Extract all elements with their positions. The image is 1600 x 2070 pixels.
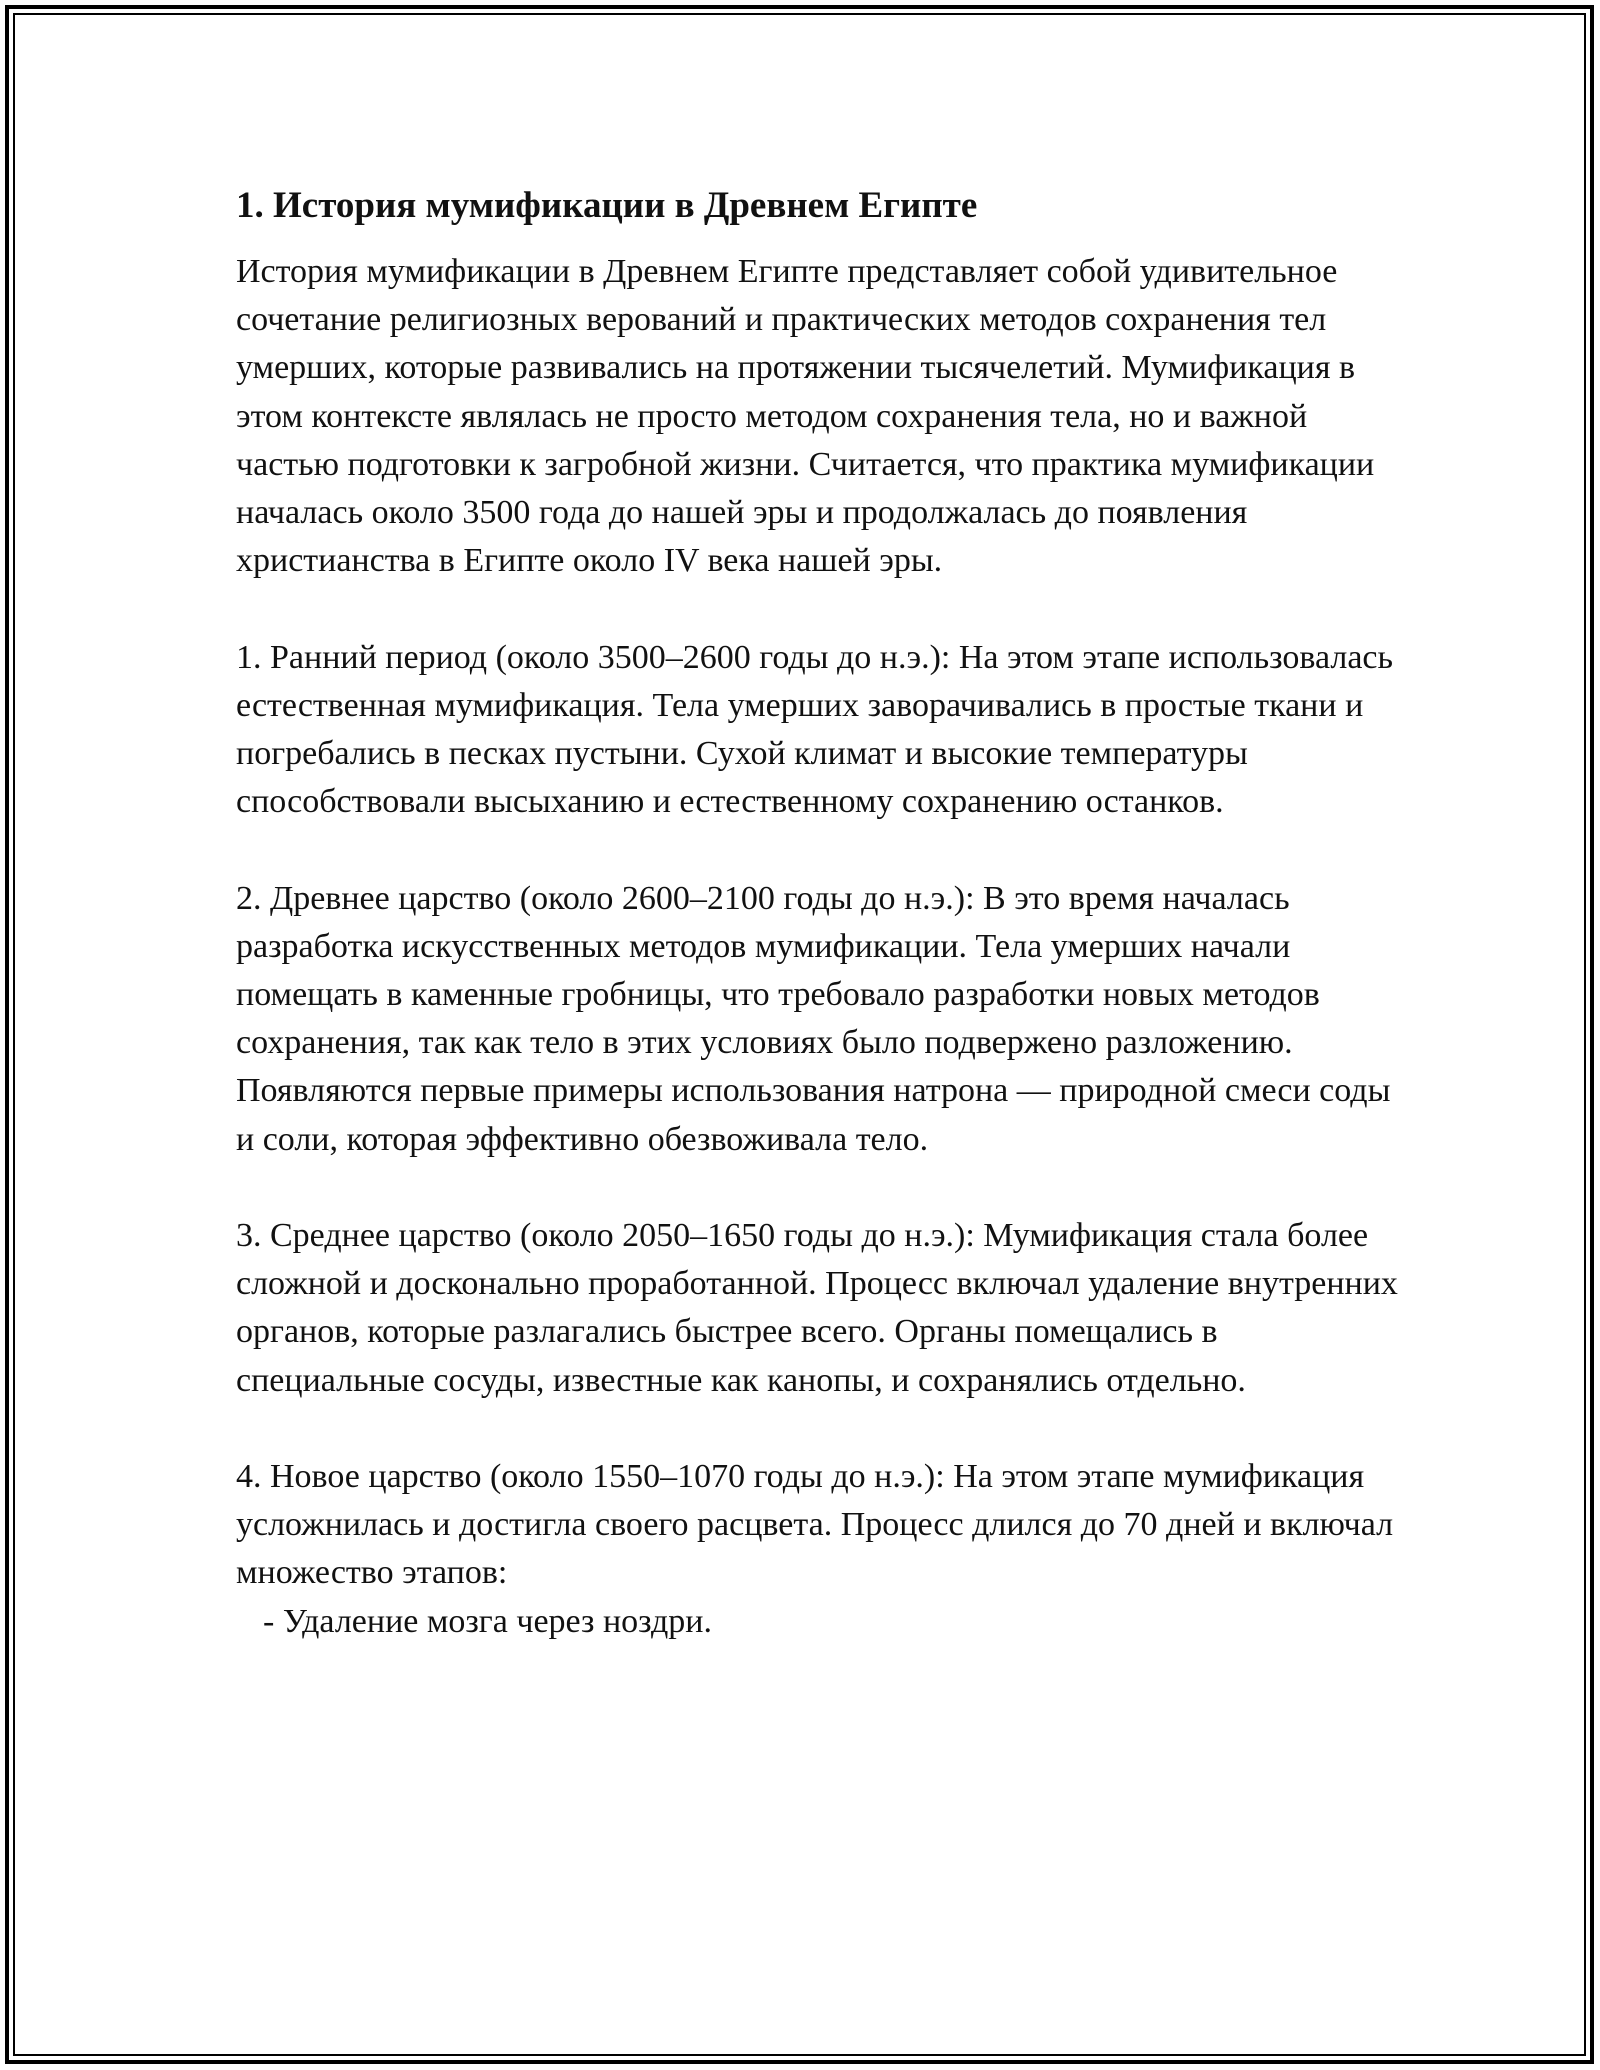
paragraph-gap xyxy=(236,826,1406,874)
period-paragraph-new-kingdom: 4. Новое царство (около 1550–1070 годы до н.э.): На этом этапе мумификация усложнилась и достигла своего расцвета. Процесс длился до 70 дней и включал множество этапов: xyxy=(236,1458,1394,1592)
section-heading: 1. История мумификации в Древнем Египте xyxy=(236,185,978,226)
period-paragraph-early: 1. Ранний период (около 3500–2600 годы до н.э.): На этом этапе использовалась естественная мумификация. Тела умерших заворачивались в простые ткани и погребались в песках пустыни. Сухой климат и высокие температуры способствовали высыханию и естественному сохранению останков. xyxy=(236,638,1394,821)
paragraph-gap xyxy=(236,1405,1406,1453)
period-paragraph-old-kingdom: 2. Древнее царство (около 2600–2100 годы до н.э.): В это время началась разработка искусственных методов мумификации. Тела умерших начали помещать в каменные гробницы, что требовало разработки новых методов сохранения, так как тело в этих условиях было подвержено разложению. Появляются первые примеры использования натрона — природной смеси соды и соли, которая эффективно обезвоживала тело. xyxy=(236,879,1391,1158)
paragraph-gap xyxy=(236,1164,1406,1212)
paragraph-gap xyxy=(236,585,1406,633)
document-body xyxy=(236,182,1406,1646)
period-paragraph-middle-kingdom: 3. Среднее царство (около 2050–1650 годы до н.э.): Мумификация стала более сложной и досконально проработанной. Процесс включал удаление внутренних органов, которые разлагались быстрее всего. Органы помещались в специальные сосуды, известные как канопы, и сохранялись отдельно. xyxy=(236,1217,1398,1399)
list-item: - Удаление мозга через ноздри. xyxy=(263,1602,712,1640)
intro-paragraph: История мумификации в Древнем Египте представляет собой удивительное сочетание религиозных верований и практических методов сохранения тел умерших, которые развивались на протяжении тысячелетий. Мумификация в этом контексте являлась не просто методом сохранения тела, но и важной частью подготовки к загробной жизни. Считается, что практика мумификации началась около 3500 года до нашей эры и продолжалась до появления христианства в Египте около IV века нашей эры. xyxy=(236,253,1375,580)
